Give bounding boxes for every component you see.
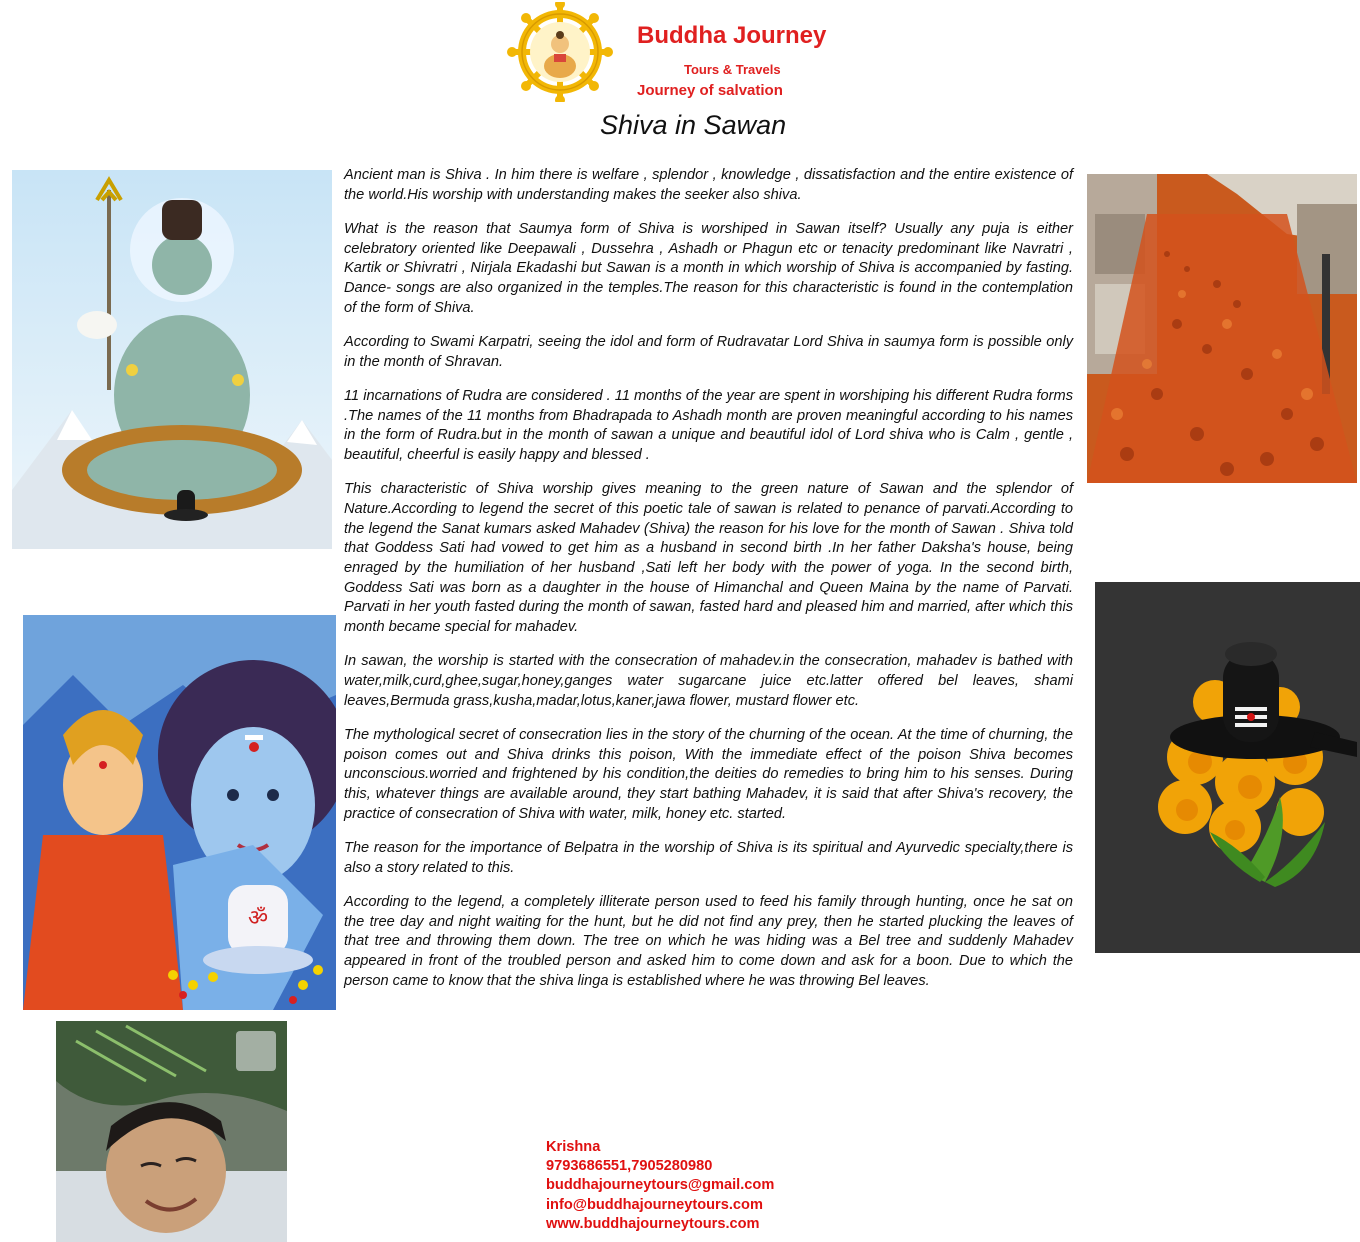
article-paragraph: According to the legend, a completely illiterate person used to feed his family through hunting, once he sat on the tree day and night waiting for the hunt, but he did not find any prey, then he started plucking the leaves of that tree and throwing them down. The tree on which he was hiding was a Bel tree and suddenly Mahadev appeared in front of the troubled person and asked him to come down and ask for a boon. Due to which the person came to know that the shiva linga is established where he was throwing Bel leaves. <box>344 893 1073 989</box>
shiva-meditating-image <box>12 170 332 549</box>
contact-phones[interactable]: 9793686551,7905280980 <box>546 1158 713 1175</box>
article-paragraph: This characteristic of Shiva worship gives meaning to the green nature of Sawan and the splendor of Nature.According to legend the secret of this poetic tale of sawan is related to penance of parvati.According to the legend the Sanat kumars asked Mahadev (Shiva) the reason for his love for the month of Sawan . Shiva told that Goddess Sati had vowed to get him as a husband in second birth .In her father Daksha's house, being enraged by the humiliation of her husband ,Sati left her body with the power of yoga. In the second birth, Goddess Sati was born as a daughter in the house of Himanchal and Queen Maina by the name of Parvati. Parvati in her youth fasted during the month of sawan, fasted hard and pleased him and married, after which this month became special for mahadev. <box>344 481 1073 636</box>
article-paragraph: Ancient man is Shiva . In him there is welfare , splendor , knowledge , dissatisfaction and the entire existence of the world.His worship with understanding makes the seeker also shiva. <box>344 167 1073 203</box>
shiva-parvati-image <box>23 615 336 1010</box>
article-paragraph: The mythological secret of consecration lies in the story of the churning of the ocean. At the time of churning, the poison comes out and Shiva drinks this poison, With the immediate effect of the poison Shiva becomes unconscious.worried and frightened by his condition,the deities do remedies to bring him to his senses. During this, whatever things are available around, they start bathing Mahadev, it is said that after Shiva's recovery, the practice of consecration of Shiva with water, milk, honey etc. started. <box>344 726 1073 822</box>
article-paragraph: 11 incarnations of Rudra are considered . 11 months of the year are spent in worshiping his different Rudra forms .The names of the 11 months from Bhadrapada to Ashadh month are proven meaningful according to his names in the form of Rudra.but in the month of sawan a unique and beautiful idol of Lord shiva who is Calm , gentle , beautiful, cheerful is easily happy and blessed . <box>344 387 1073 463</box>
article-paragraph: In sawan, the worship is started with the consecration of mahadev.in the consecration, mahadev is bathed with water,milk,curd,ghee,sugar,honey,ganges water sugarcane juice etc.latter offered bel leaves, shami leaves,Bermuda grass,kusha,madar,lotus,kaner,jawa flower, mustard flower etc. <box>344 653 1073 709</box>
author-photo <box>56 1021 287 1242</box>
brand-subtitle: Tours & Travels <box>684 62 781 77</box>
page-title: Shiva in Sawan <box>600 110 787 140</box>
brand-tagline: Journey of salvation <box>637 82 783 99</box>
article-paragraph: What is the reason that Saumya form of Shiva is worshiped in Sawan itself? Usually any puja is either celebratory oriented like Deepawali , Dussehra , Ashadh or Phagun etc or tenacity predominant like Navratri , Kartik or Shivratri , Nirjala Ekadashi but Sawan is a month in which worship of Shiva is accompanied by fasting. Dance- songs are also organized in the temples.The reason for this characteristic is found in the contemplation of the form of Shiva. <box>344 220 1073 316</box>
contact-name: Krishna <box>546 1139 601 1155</box>
svg-text:ॐ: ॐ <box>248 906 269 931</box>
brand-name: Buddha Journey <box>637 22 827 49</box>
article-paragraph: According to Swami Karpatri, seeing the idol and form of Rudravatar Lord Shiva in saumya form is possible only in the month of Shravan. <box>344 333 1073 370</box>
contact-email-gmail[interactable]: buddhajourneytours@gmail.com <box>546 1177 775 1194</box>
shiva-linga-marigold-image <box>1095 582 1360 953</box>
logo-dharma-wheel <box>505 2 615 102</box>
contact-website-link[interactable]: www.buddhajourneytours.com <box>546 1215 760 1232</box>
contact-block <box>546 1138 774 1234</box>
contact-email-info[interactable]: info@buddhajourneytours.com <box>546 1196 763 1213</box>
kanwar-yatra-crowd-image <box>1087 174 1357 483</box>
article-body <box>344 166 1073 1006</box>
article-paragraph: The reason for the importance of Belpatra in the worship of Shiva is its spiritual and Ayurvedic specialty,there is also a story related to this. <box>344 839 1073 876</box>
